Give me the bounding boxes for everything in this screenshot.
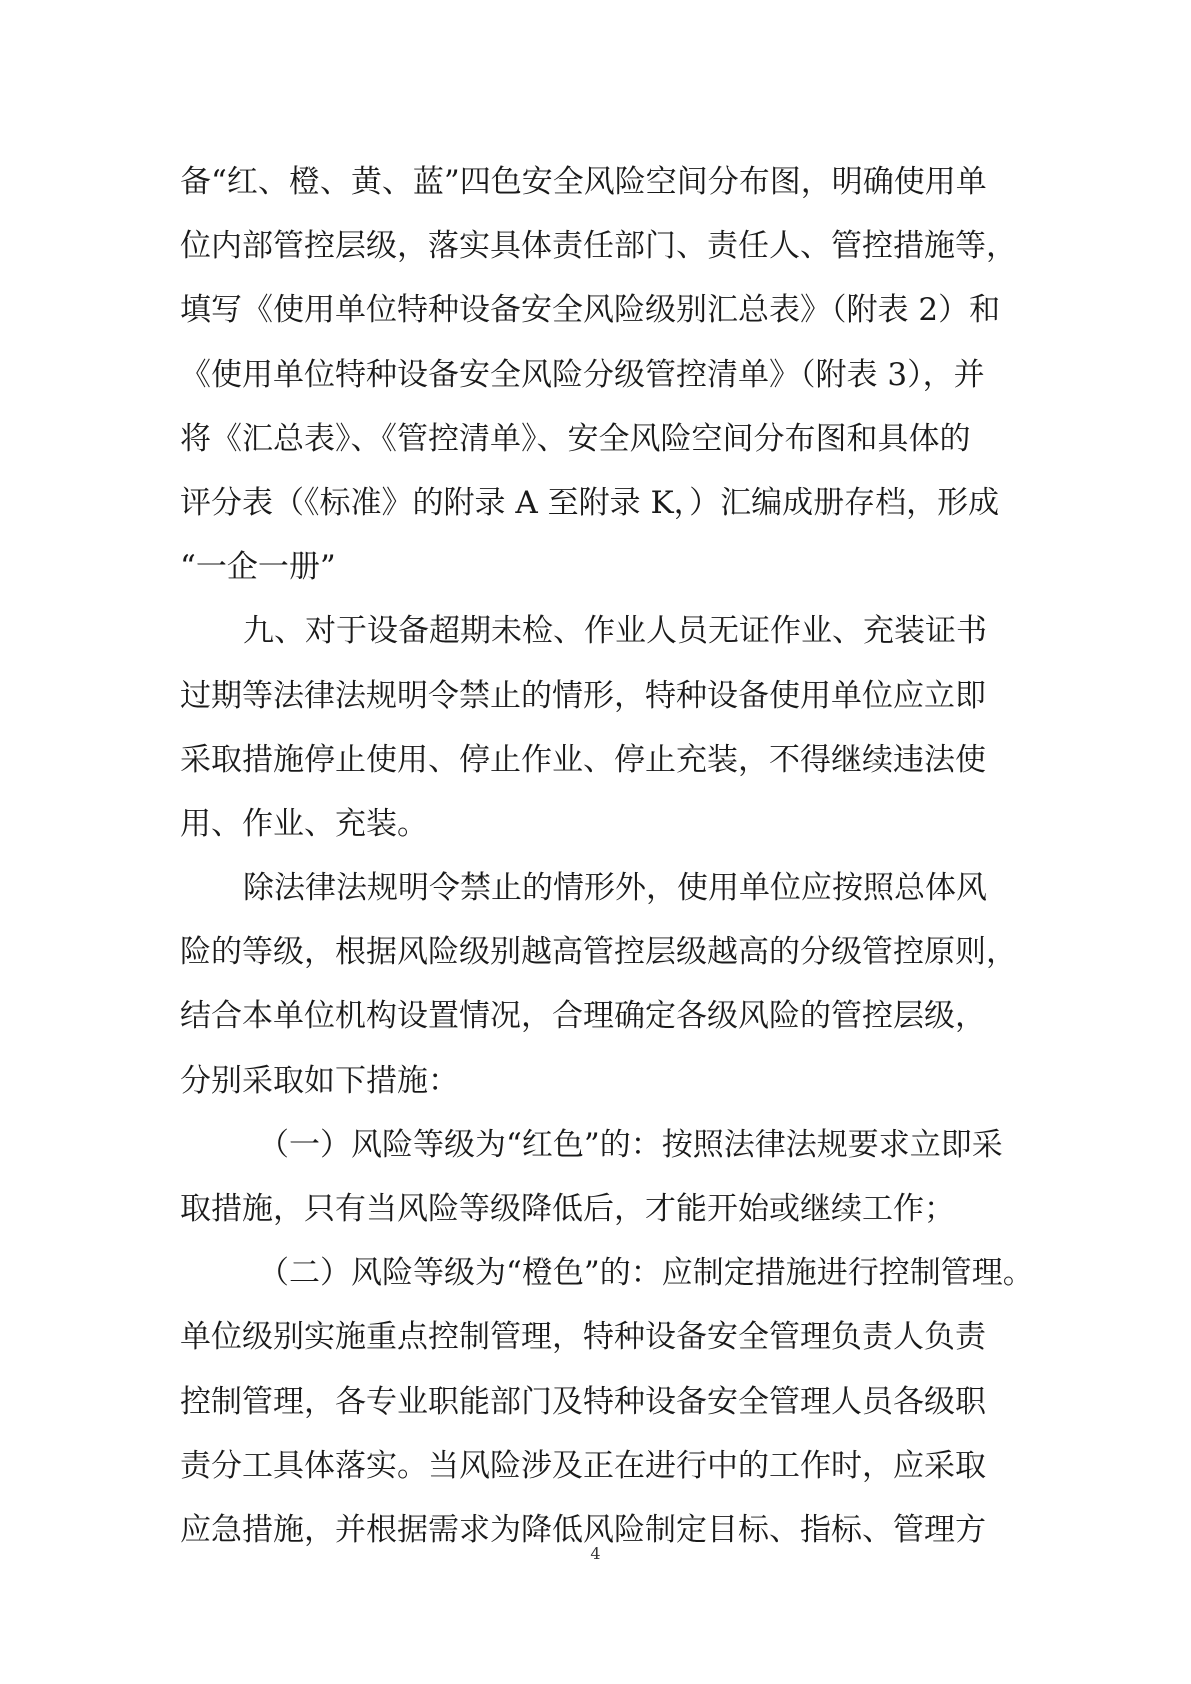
text-line: 应急措施，并根据需求为降低风险制定目标、指标、管理方 xyxy=(180,1511,986,1548)
paragraph-start-line: 九、对于设备超期未检、作业人员无证作业、充装证书 xyxy=(243,613,987,650)
text-line: 控制管理，各专业职能部门及特种设备安全管理人员各级职 xyxy=(180,1383,986,1420)
text-line: 将《汇总表》、《管控清单》、安全风险空间分布图和具体的 xyxy=(180,420,971,457)
paragraph-start-line: 除法律法规明令禁止的情形外，使用单位应按照总体风 xyxy=(243,870,987,907)
text-line: 单位级别实施重点控制管理，特种设备安全管理负责人负责 xyxy=(180,1319,986,1356)
text-line: 责分工具体落实。当风险涉及正在进行中的工作时，应采取 xyxy=(180,1447,986,1484)
text-line: 过期等法律法规明令禁止的情形，特种设备使用单位应立即 xyxy=(180,677,986,714)
text-line: 结合本单位机构设置情况，合理确定各级风险的管控层级， xyxy=(180,998,986,1035)
text-line: 险的等级，根据风险级别越高管控层级越高的分级管控原则， xyxy=(180,934,1017,971)
text-line: 位内部管控层级，落实具体责任部门、责任人、管控措施等， xyxy=(180,228,1017,265)
text-line: “一企一册” xyxy=(180,549,336,586)
text-line: 分别采取如下措施： xyxy=(180,1062,459,1099)
body-text xyxy=(180,150,1060,1562)
list-item-orange-level: （二）风险等级为“橙色”的：应制定措施进行控制管理。 xyxy=(258,1255,1034,1292)
text-line: 采取措施停止使用、停止作业、停止充装，不得继续违法使 xyxy=(180,741,986,778)
text-line: 取措施，只有当风险等级降低后，才能开始或继续工作； xyxy=(180,1191,955,1227)
text-line: 评分表（《标准》的附录 A 至附录 K，）汇编成册存档，形成 xyxy=(180,484,1000,521)
text-line: 《使用单位特种设备安全风险分级管控清单》（附表 3），并 xyxy=(180,356,985,393)
page-number: 4 xyxy=(590,1544,601,1563)
text-line: 用、作业、充装。 xyxy=(180,805,428,842)
text-line: 备“红、橙、黄、蓝”四色安全风险空间分布图，明确使用单 xyxy=(180,164,987,200)
text-line: 填写《使用单位特种设备安全风险级别汇总表》（附表 2）和 xyxy=(180,292,1001,329)
list-item-red-level: （一）风险等级为“红色”的：按照法律法规要求立即采 xyxy=(258,1126,1003,1163)
